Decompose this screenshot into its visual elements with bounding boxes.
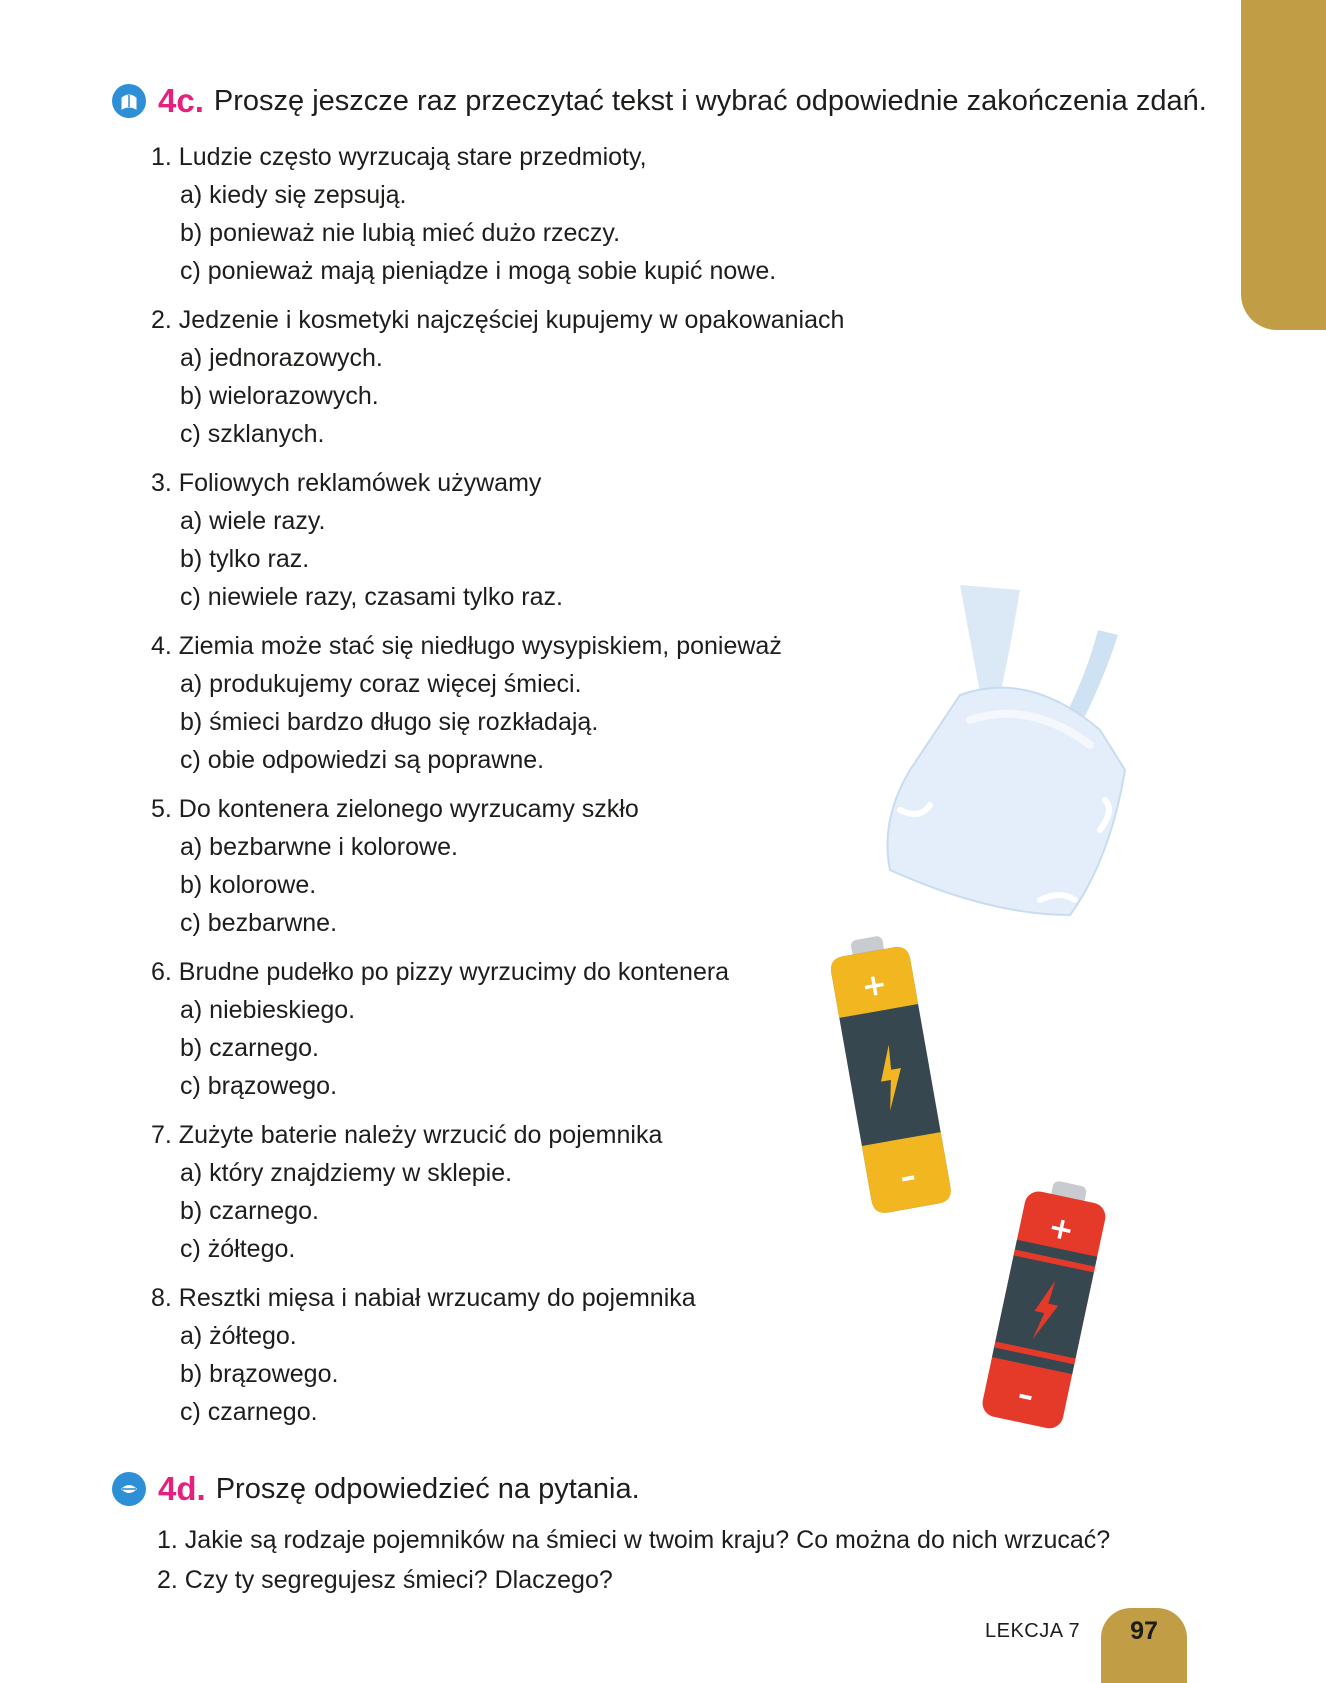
exercise-4c-header	[112, 82, 1207, 120]
question-block	[151, 790, 911, 942]
answer-option[interactable]: a) wiele razy.	[180, 507, 326, 535]
answer-option[interactable]: a) produkujemy coraz więcej śmieci.	[180, 670, 582, 698]
discussion-question: 1. Jakie są rodzaje pojemników na śmieci w twoim kraju? Co można do nich wrzucać?	[157, 1526, 1111, 1554]
question-block	[151, 138, 911, 290]
question-stem: 4. Ziemia może stać się niedługo wysypiskiem, ponieważ	[151, 632, 782, 660]
reading-book-icon	[112, 84, 146, 118]
question-block	[151, 1116, 911, 1268]
answer-option[interactable]: a) który znajdziemy w sklepie.	[180, 1159, 513, 1187]
answer-option[interactable]: c) żółtego.	[180, 1235, 296, 1263]
exercise-instruction: Proszę jeszcze raz przeczytać tekst i wybrać odpowiednie zakończenia zdań.	[213, 84, 1207, 117]
question-block	[151, 953, 911, 1105]
answer-option[interactable]: b) ponieważ nie lubią mieć dużo rzeczy.	[180, 219, 621, 247]
answer-option[interactable]: b) śmieci bardzo długo się rozkładają.	[180, 708, 599, 736]
discussion-questions	[157, 1520, 1110, 1600]
exercise-instruction: Proszę odpowiedzieć na pytania.	[215, 1472, 640, 1505]
answer-option[interactable]: b) kolorowe.	[180, 871, 317, 899]
page-number: 97	[1101, 1608, 1187, 1683]
answer-option[interactable]: c) czarnego.	[180, 1398, 318, 1426]
chapter-side-tab	[1241, 0, 1326, 330]
answer-option[interactable]: c) ponieważ mają pieniądze i mogą sobie kupić nowe.	[180, 257, 777, 285]
question-block	[151, 301, 911, 453]
question-stem: 1. Ludzie często wyrzucają stare przedmioty,	[151, 143, 647, 171]
exercise-number: 4c.	[158, 82, 204, 119]
answer-option[interactable]: a) niebieskiego.	[180, 996, 356, 1024]
question-list	[151, 138, 911, 1442]
answer-option[interactable]: c) niewiele razy, czasami tylko raz.	[180, 583, 563, 611]
question-block	[151, 627, 911, 779]
lesson-label: LEKCJA 7	[985, 1620, 1081, 1642]
answer-option[interactable]: c) szklanych.	[180, 420, 325, 448]
answer-option[interactable]: b) czarnego.	[180, 1197, 319, 1225]
answer-option[interactable]: b) wielorazowych.	[180, 382, 379, 410]
answer-option[interactable]: b) brązowego.	[180, 1360, 339, 1388]
answer-option[interactable]: a) bezbarwne i kolorowe.	[180, 833, 458, 861]
discussion-question: 2. Czy ty segregujesz śmieci? Dlaczego?	[157, 1566, 613, 1594]
question-stem: 6. Brudne pudełko po pizzy wyrzucimy do kontenera	[151, 958, 730, 986]
exercise-4d-header	[112, 1470, 640, 1508]
question-stem: 3. Foliowych reklamówek używamy	[151, 469, 542, 497]
question-block	[151, 1279, 911, 1431]
speaking-mouth-icon	[112, 1472, 146, 1506]
red-battery-illustration	[970, 1175, 1120, 1435]
question-stem: 2. Jedzenie i kosmetyki najczęściej kupujemy w opakowaniach	[151, 306, 845, 334]
answer-option[interactable]: c) brązowego.	[180, 1072, 338, 1100]
answer-option[interactable]: a) żółtego.	[180, 1322, 297, 1350]
answer-option[interactable]: a) jednorazowych.	[180, 344, 383, 372]
yellow-battery-illustration	[820, 930, 960, 1220]
svg-text:+: +	[858, 966, 890, 1006]
question-stem: 5. Do kontenera zielonego wyrzucamy szkło	[151, 795, 639, 823]
answer-option[interactable]: c) bezbarwne.	[180, 909, 338, 937]
answer-option[interactable]: b) tylko raz.	[180, 545, 310, 573]
question-stem: 7. Zużyte baterie należy wrzucić do pojemnika	[151, 1121, 663, 1149]
answer-option[interactable]: b) czarnego.	[180, 1034, 319, 1062]
question-stem: 8. Resztki mięsa i nabiał wrzucamy do pojemnika	[151, 1284, 696, 1312]
exercise-number: 4d.	[158, 1470, 206, 1507]
svg-text:+: +	[1045, 1209, 1078, 1249]
question-block	[151, 464, 911, 616]
plastic-bag-illustration	[860, 570, 1180, 930]
answer-option[interactable]: c) obie odpowiedzi są poprawne.	[180, 746, 545, 774]
answer-option[interactable]: a) kiedy się zepsują.	[180, 181, 407, 209]
